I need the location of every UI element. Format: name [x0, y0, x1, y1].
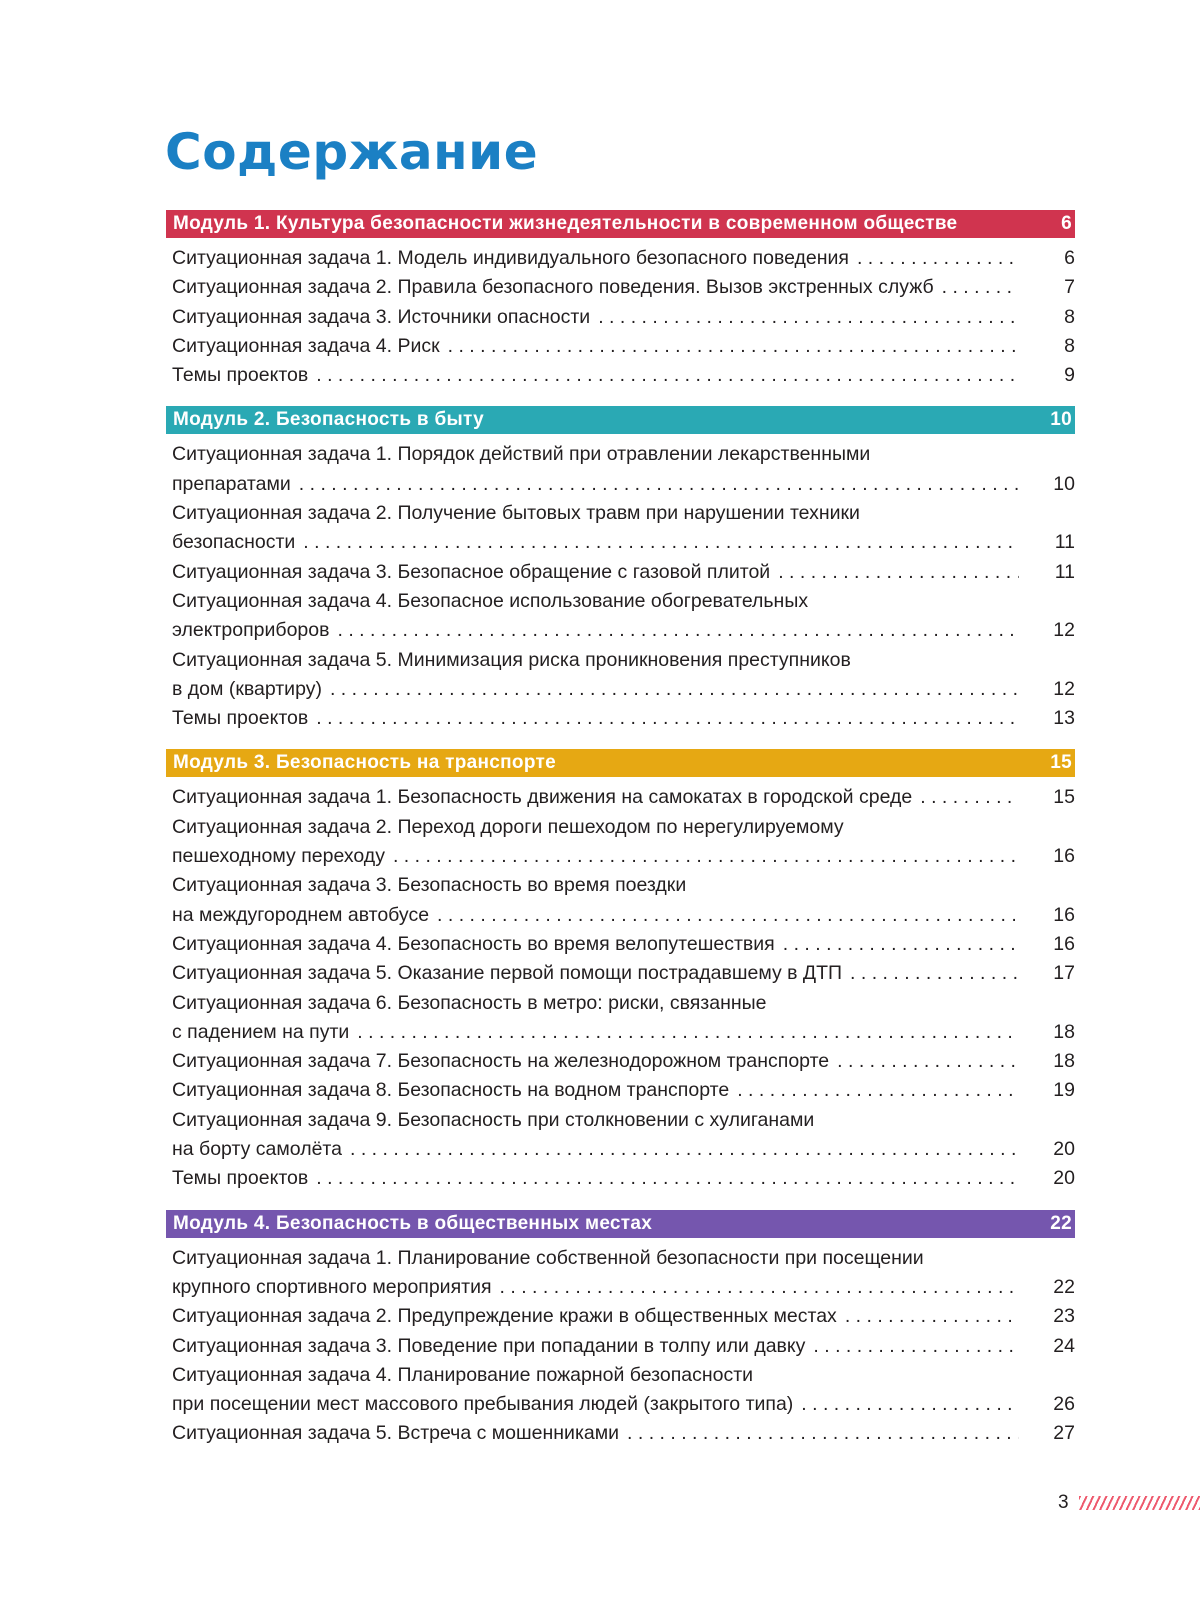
- toc-entry-page-number: 6: [1064, 247, 1075, 269]
- toc-entry[interactable]: [172, 704, 1075, 733]
- toc-entry-row: [172, 1302, 1075, 1331]
- toc-entry-page-number: 10: [1053, 472, 1075, 495]
- toc-entry-page-number: 27: [1053, 1422, 1075, 1445]
- toc-entry[interactable]: [172, 440, 1075, 499]
- toc-entry[interactable]: [172, 1361, 1075, 1420]
- toc-entry-text: Ситуационная задача 7. Безопасность на железнодорожном транспорте: [172, 1050, 830, 1073]
- toc-entry-row: [172, 528, 1075, 557]
- toc-entry[interactable]: [172, 1419, 1075, 1448]
- toc-entry[interactable]: [172, 1164, 1075, 1193]
- module-header[interactable]: [166, 210, 1075, 238]
- toc-entry[interactable]: [172, 499, 1075, 558]
- toc-entry-page-number: 22: [1053, 1275, 1075, 1298]
- toc-entry-page-number: 19: [1053, 1079, 1075, 1102]
- toc-entry-row: [172, 470, 1075, 499]
- toc-entry[interactable]: [172, 959, 1075, 988]
- toc-entry-page-number: 15: [1053, 786, 1075, 809]
- dot-leader: [350, 1135, 1019, 1164]
- toc-entry-text: крупного спортивного мероприятия: [172, 1275, 492, 1298]
- decorative-stripes-icon: [1079, 1496, 1200, 1510]
- toc-entry-row: [172, 1164, 1075, 1193]
- toc-entry-page-number: 24: [1053, 1334, 1075, 1357]
- toc-entry[interactable]: [172, 989, 1075, 1048]
- toc-entry-row: [172, 901, 1075, 930]
- toc-entry[interactable]: [172, 1332, 1075, 1361]
- module-page-number: 15: [1050, 752, 1072, 774]
- toc-entry-text: Ситуационная задача 5. Встреча с мошенниками: [172, 1422, 620, 1445]
- toc-entry[interactable]: [172, 783, 1075, 812]
- toc-entry[interactable]: [172, 1302, 1075, 1331]
- toc-entry-row: [172, 361, 1075, 390]
- page-title: Содержание: [165, 123, 539, 181]
- toc-entry-page-number: 16: [1053, 903, 1075, 926]
- toc-entry-text: Ситуационная задача 4. Безопасность во время велопутешествия: [172, 932, 775, 955]
- dot-leader: [801, 1390, 1019, 1419]
- toc-entry-page-number: 11: [1054, 531, 1075, 554]
- dot-leader: [627, 1419, 1019, 1448]
- dot-leader: [737, 1076, 1019, 1105]
- toc-entry-row: [172, 273, 1075, 302]
- toc-entry-page-number: 16: [1053, 932, 1075, 955]
- toc-entry-text: Ситуационная задача 2. Предупреждение кражи в общественных местах: [172, 1305, 837, 1328]
- dot-leader: [437, 901, 1019, 930]
- dot-leader: [393, 842, 1019, 871]
- toc-entry-text: пешеходному переходу: [172, 845, 385, 868]
- toc-entry[interactable]: [172, 930, 1075, 959]
- toc-entry-page-number: 8: [1064, 305, 1075, 328]
- toc-entry-list: [166, 783, 1075, 1193]
- dot-leader: [299, 470, 1019, 499]
- toc-module-section: [166, 1210, 1075, 1449]
- toc-entry-text: препаратами: [172, 472, 291, 495]
- toc-entry-text: Ситуационная задача 8. Безопасность на водном транспорте: [172, 1079, 730, 1102]
- toc-entry-page-number: 18: [1053, 1050, 1075, 1073]
- toc-entry[interactable]: [172, 303, 1075, 332]
- dot-leader: [357, 1018, 1019, 1047]
- toc-entry-row: [172, 930, 1075, 959]
- toc-entry-text: Ситуационная задача 1. Модель индивидуального безопасного поведения: [172, 247, 849, 269]
- module-header[interactable]: [166, 1210, 1075, 1238]
- toc-entry-page-number: 26: [1053, 1393, 1075, 1416]
- toc-entry-page-number: 12: [1053, 619, 1075, 642]
- toc-entry-title-line: Ситуационная задача 9. Безопасность при столкновении с хулиганами: [172, 1108, 815, 1131]
- toc-entry-text: Ситуационная задача 3. Источники опасности: [172, 305, 591, 328]
- dot-leader: [942, 273, 1019, 302]
- toc-entry-text: в дом (квартиру): [172, 677, 322, 700]
- toc-entry[interactable]: [172, 1244, 1075, 1303]
- toc-entry-page-number: 8: [1064, 334, 1075, 357]
- toc-module-section: [166, 406, 1075, 733]
- toc-entry-page-number: 12: [1053, 677, 1075, 700]
- module-title: Модуль 4. Безопасность в общественных местах: [173, 1212, 653, 1234]
- toc-entry-row: [172, 616, 1075, 645]
- toc-entry-title-line: Ситуационная задача 2. Переход дороги пешеходом по нерегулируемому: [172, 815, 844, 838]
- toc-entry-row: [172, 332, 1075, 361]
- toc-entry-row: [172, 1419, 1075, 1448]
- toc-entry-text: Темы проектов: [172, 707, 309, 730]
- toc-entry-text: Ситуационная задача 2. Правила безопасного поведения. Вызов экстренных служб: [172, 276, 934, 299]
- toc-entry[interactable]: [172, 244, 1075, 273]
- toc-entry-row: [172, 1047, 1075, 1076]
- toc-entry-text: Темы проектов: [172, 364, 309, 387]
- toc-entry-row: [172, 1273, 1075, 1302]
- dot-leader: [303, 528, 1019, 557]
- dot-leader: [837, 1047, 1019, 1076]
- toc-entry-text: Темы проектов: [172, 1167, 309, 1190]
- toc-entry-row: [172, 842, 1075, 871]
- dot-leader: [598, 303, 1019, 332]
- toc-entry-text: Ситуационная задача 4. Риск: [172, 334, 440, 357]
- table-of-contents: [166, 210, 1075, 1465]
- toc-entry-text: на борту самолёта: [172, 1138, 342, 1161]
- toc-entry-page-number: 23: [1053, 1305, 1075, 1328]
- dot-leader: [783, 930, 1019, 959]
- module-header[interactable]: [166, 406, 1075, 434]
- toc-entry-row: [172, 1076, 1075, 1105]
- toc-entry-title-line: Ситуационная задача 3. Безопасность во время поездки: [172, 874, 687, 897]
- toc-entry-text: безопасности: [172, 531, 296, 554]
- dot-leader: [500, 1273, 1019, 1302]
- dot-leader: [920, 783, 1019, 812]
- toc-entry[interactable]: [172, 273, 1075, 302]
- toc-entry[interactable]: [172, 587, 1075, 646]
- dot-leader: [850, 959, 1019, 988]
- toc-entry-title-line: Ситуационная задача 5. Минимизация риска проникновения преступников: [172, 648, 851, 671]
- toc-entry-list: [166, 244, 1075, 390]
- toc-entry-row: [172, 783, 1075, 812]
- toc-entry-title-line: Ситуационная задача 1. Планирование собственной безопасности при посещении: [172, 1246, 924, 1269]
- toc-entry-page-number: 18: [1053, 1020, 1075, 1043]
- toc-entry-page-number: 20: [1053, 1138, 1075, 1161]
- toc-entry-page-number: 13: [1053, 707, 1075, 730]
- toc-entry[interactable]: [172, 871, 1075, 930]
- dot-leader: [845, 1302, 1019, 1331]
- dot-leader: [330, 675, 1019, 704]
- dot-leader: [448, 332, 1019, 361]
- toc-entry-row: [172, 558, 1075, 587]
- toc-module-section: [166, 749, 1075, 1193]
- toc-entry-row: [172, 1135, 1075, 1164]
- toc-entry-title-line: Ситуационная задача 6. Безопасность в метро: риски, связанные: [172, 991, 767, 1014]
- toc-entry-row: [172, 675, 1075, 704]
- dot-leader: [316, 1164, 1019, 1193]
- page-number: 3: [1058, 1492, 1069, 1513]
- toc-entry[interactable]: [172, 646, 1075, 705]
- toc-entry[interactable]: [172, 1076, 1075, 1105]
- toc-entry-page-number: 17: [1053, 962, 1075, 985]
- toc-entry-title-line: Ситуационная задача 2. Получение бытовых травм при нарушении техники: [172, 502, 860, 525]
- toc-entry-text: при посещении мест массового пребывания людей (закрытого типа): [172, 1393, 794, 1416]
- dot-leader: [337, 616, 1019, 645]
- toc-entry-text: Ситуационная задача 5. Оказание первой помощи пострадавшему в ДТП: [172, 962, 843, 985]
- toc-entry-row: [172, 303, 1075, 332]
- toc-entry-title-line: Ситуационная задача 1. Порядок действий при отравлении лекарственными: [172, 443, 871, 466]
- toc-entry-list: [166, 440, 1075, 733]
- toc-entry-row: [172, 1390, 1075, 1419]
- toc-entry-row: [172, 1332, 1075, 1361]
- module-title: Модуль 1. Культура безопасности жизнедеятельности в современном обществе: [173, 213, 958, 234]
- toc-entry-page-number: 16: [1053, 845, 1075, 868]
- toc-entry-text: Ситуационная задача 3. Поведение при попадании в толпу или давку: [172, 1334, 806, 1357]
- dot-leader: [316, 361, 1019, 390]
- module-title: Модуль 3. Безопасность на транспорте: [173, 752, 556, 774]
- module-page-number: 10: [1050, 409, 1072, 431]
- dot-leader: [813, 1332, 1019, 1361]
- toc-module-section: [166, 210, 1075, 390]
- toc-entry[interactable]: [172, 361, 1075, 390]
- toc-entry-list: [166, 1244, 1075, 1449]
- dot-leader: [778, 558, 1019, 587]
- toc-entry-page-number: 20: [1053, 1167, 1075, 1190]
- dot-leader: [316, 704, 1019, 733]
- toc-entry-row: [172, 1018, 1075, 1047]
- toc-entry-row: [172, 959, 1075, 988]
- toc-entry-page-number: 7: [1064, 276, 1075, 299]
- toc-entry-title-line: Ситуационная задача 4. Планирование пожарной безопасности: [172, 1363, 754, 1386]
- toc-entry-title-line: Ситуационная задача 4. Безопасное использование обогревательных: [172, 589, 809, 612]
- toc-entry[interactable]: [172, 1047, 1075, 1076]
- toc-entry-row: [172, 244, 1075, 273]
- dot-leader: [857, 244, 1019, 273]
- toc-entry-page-number: 11: [1054, 560, 1075, 583]
- toc-entry[interactable]: [172, 1106, 1075, 1165]
- module-title: Модуль 2. Безопасность в быту: [173, 409, 484, 431]
- toc-entry-text: на междугороднем автобусе: [172, 903, 430, 926]
- toc-entry[interactable]: [172, 558, 1075, 587]
- toc-entry-text: электроприборов: [172, 619, 330, 642]
- toc-entry[interactable]: [172, 813, 1075, 872]
- module-page-number: 22: [1050, 1212, 1072, 1234]
- page-footer: [1058, 1492, 1200, 1514]
- toc-entry[interactable]: [172, 332, 1075, 361]
- toc-entry-row: [172, 704, 1075, 733]
- toc-entry-page-number: 9: [1064, 364, 1075, 387]
- toc-entry-text: Ситуационная задача 3. Безопасное обращение с газовой плитой: [172, 560, 771, 583]
- module-header[interactable]: [166, 749, 1075, 777]
- toc-entry-text: с падением на пути: [172, 1020, 350, 1043]
- module-page-number: 6: [1061, 213, 1072, 234]
- toc-entry-text: Ситуационная задача 1. Безопасность движения на самокатах в городской среде: [172, 786, 913, 809]
